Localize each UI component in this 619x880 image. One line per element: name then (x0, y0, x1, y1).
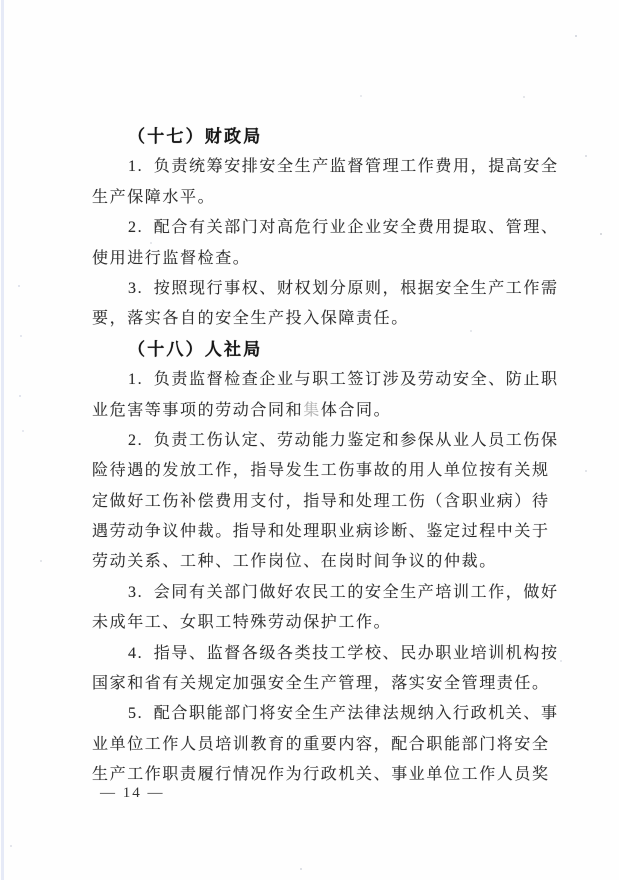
text-line: 要，落实各自的安全生产投入保障责任。 (92, 310, 409, 328)
text-line: 1. 负责监督检查企业与职工签订涉及劳动安全、防止职 (128, 371, 559, 389)
text-line: 未成年工、女职工特殊劳动保护工作。 (92, 614, 392, 632)
text-line: 使用进行监督检查。 (92, 249, 251, 267)
section-heading: （十七）财政局 (128, 127, 263, 146)
text-line: 2. 负责工伤认定、劳动能力鉴定和参保从业人员工伤保 (128, 431, 559, 449)
text-line: 劳动关系、工种、工作岗位、在岗时间争议的仲裁。 (92, 553, 497, 571)
scan-edge-artifact (1, 0, 4, 880)
text-line: 4. 指导、监督各级各类技工学校、民办职业培训机构按 (128, 644, 559, 662)
text-line: 生产保障水平。 (92, 188, 216, 206)
text-segment: 业危害等事项的劳动合同和 (92, 401, 304, 419)
text-line: 业单位工作人员培训教育的重要内容，配合职能部门将安全 (92, 735, 550, 753)
page-number: — 14 — (100, 785, 165, 801)
text-line: 2. 配合有关部门对高危行业企业安全费用提取、管理、 (128, 219, 559, 237)
document-body (92, 122, 562, 791)
text-segment: 体合同。 (320, 401, 392, 419)
text-line (92, 396, 562, 426)
text-line: 3. 按照现行事权、财权划分原则，根据安全生产工作需 (128, 279, 559, 297)
text-line: 生产工作职责履行情况作为行政机关、事业单位工作人员奖 (92, 766, 550, 784)
faded-character: 集 (303, 401, 321, 419)
text-line: 国家和省有关规定加强安全生产管理，落实安全管理责任。 (92, 675, 550, 693)
text-line: 5. 配合职能部门将安全生产法律法规纳入行政机关、事 (128, 705, 559, 723)
text-line: 险待遇的发放工作，指导发生工伤事故的用人单位按有关规 (92, 462, 550, 480)
scan-noise (0, 0, 2, 2)
text-line: 定做好工伤补偿费用支付，指导和处理工伤（含职业病）待 (92, 492, 550, 510)
text-line: 1. 负责统筹安排安全生产监督管理工作费用，提高安全 (128, 158, 559, 176)
text-line: 3. 会同有关部门做好农民工的安全生产培训工作，做好 (128, 583, 559, 601)
section-heading: （十八）人社局 (128, 339, 263, 359)
text-line: 遇劳动争议仲裁。指导和处理职业病诊断、鉴定过程中关于 (92, 523, 550, 541)
